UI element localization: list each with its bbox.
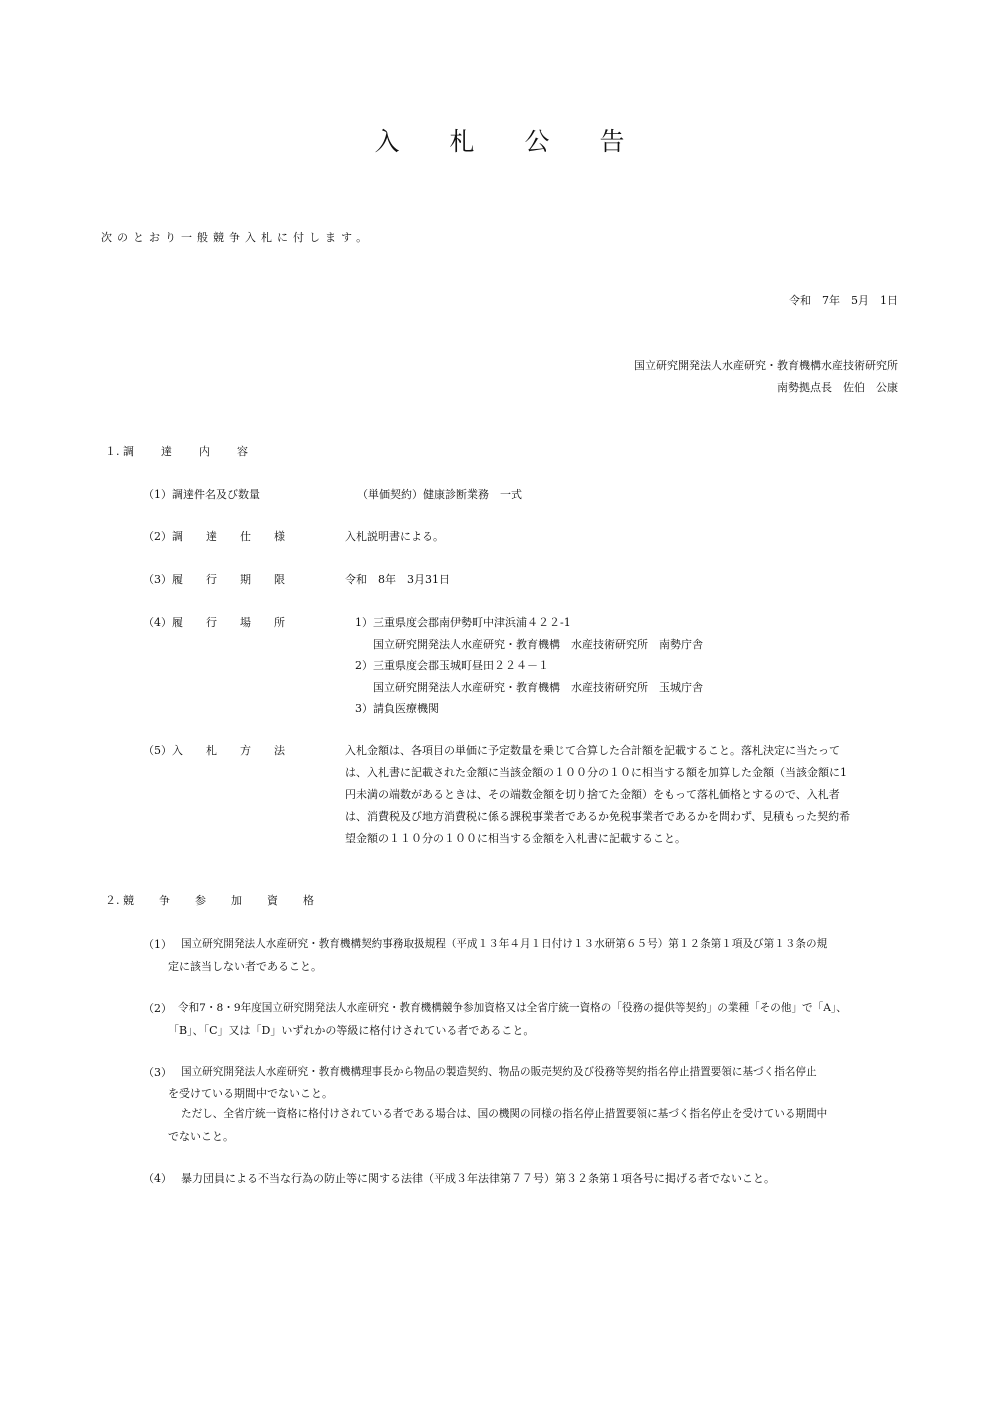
item-label: 入 札 方 法: [172, 744, 291, 757]
item-1-2: [143, 528, 291, 544]
item-1-5: [143, 742, 291, 758]
item-1-1-value: （単価契約）健康診断業務 一式: [357, 488, 522, 501]
intro-text: 次のとおり一般競争入札に付します。: [101, 231, 373, 244]
place-line: 1）三重県度会郡南伊勢町中津浜浦４２２-1: [355, 616, 571, 629]
item-2-2-line: 令和7・8・9年度国立研究開発法人水産研究・教育機構競争参加資格又は全省庁統一資格の「役務の提供等契約」の業種「その他」で「A」、: [178, 1002, 847, 1014]
method-line: は、消費税及び地方消費税に係る課税事業者であるか免税事業者であるかを問わず、見積もった契約希: [345, 810, 851, 823]
item-1-1: [143, 486, 260, 502]
item-label: 履 行 場 所: [172, 616, 291, 629]
section2-title: 競 争 参 加 資 格: [123, 894, 321, 907]
item-1-2-value: 入札説明書による。: [345, 530, 444, 543]
section1-heading: [105, 443, 256, 459]
item-label: 履 行 期 限: [172, 573, 291, 586]
item-2-3-line: を受けている期間中でないこと。: [168, 1087, 333, 1100]
item-1-4: [143, 614, 291, 630]
item-2-4-number: （4）: [143, 1172, 172, 1185]
place-line: 国立研究開発法人水産研究・教育機構 水産技術研究所 玉城庁舎: [373, 681, 703, 694]
place-line: 3）請負医療機関: [355, 702, 439, 715]
item-label: 調 達 仕 様: [172, 530, 291, 543]
method-line: は、入札書に記載された金額に当該金額の１００分の１０に相当する額を加算した金額（当該金額に1: [345, 766, 847, 779]
item-2-3-line: ただし、全省庁統一資格に格付けされている者である場合は、国の機関の同様の指名停止措置要領に基づく指名停止を受けている期間中: [181, 1108, 828, 1120]
document-title: [0, 122, 999, 158]
issuer-organization: 国立研究開発法人水産研究・教育機構水産技術研究所: [634, 359, 898, 372]
place-line: 2）三重県度会郡玉城町昼田２２４－１: [355, 659, 549, 672]
item-2-2-line: 「B」、「C」又は「D」いずれかの等級に格付けされている者であること。: [168, 1024, 535, 1037]
title-char: 札: [449, 127, 475, 156]
section2-number: ２.: [105, 894, 120, 907]
method-line: 円未満の端数があるときは、その端数金額を切り捨てた金額）をもって落札価格とするので、入札者: [345, 788, 840, 801]
section2-heading: [105, 892, 321, 908]
method-line: 入札金額は、各項目の単価に予定数量を乗じて合算した合計額を記載すること。落札決定に当たって: [345, 744, 840, 757]
item-2-2-number: （2）: [143, 1002, 172, 1015]
item-1-3: [143, 571, 291, 587]
item-2-3-line: 国立研究開発法人水産研究・教育機構理事長から物品の製造契約、物品の販売契約及び役務等契約指名停止措置要領に基づく指名停止: [181, 1066, 817, 1078]
item-number: （3）: [143, 573, 172, 586]
title-char: 告: [599, 127, 625, 156]
item-2-3-number: （3）: [143, 1066, 172, 1079]
item-number: （2）: [143, 530, 172, 543]
item-number: （4）: [143, 616, 172, 629]
item-2-4-line: 暴力団員による不当な行為の防止等に関する法律（平成３年法律第７７号）第３２条第１項各号に掲げる者でないこと。: [181, 1172, 775, 1185]
place-line: 国立研究開発法人水産研究・教育機構 水産技術研究所 南勢庁舎: [373, 638, 703, 651]
item-label: 調達件名及び数量: [172, 488, 260, 501]
item-2-1-line: 定に該当しない者であること。: [168, 960, 322, 973]
title-char: 公: [524, 127, 550, 156]
issuer-person: 南勢拠点長 佐伯 公康: [777, 381, 898, 394]
method-line: 望金額の１１０分の１００に相当する金額を入札書に記載すること。: [345, 832, 686, 845]
item-number: （5）: [143, 744, 172, 757]
section1-title: 調 達 内 容: [123, 445, 256, 458]
section1-number: １.: [105, 445, 120, 458]
title-char: 入: [374, 127, 400, 156]
item-number: （1）: [143, 488, 172, 501]
item-2-3-line: でないこと。: [168, 1130, 234, 1143]
item-2-1-number: （1）: [143, 938, 172, 951]
item-2-1-line: 国立研究開発法人水産研究・教育機構契約事務取扱規程（平成１３年４月１日付け１３水研第６５号）第１２条第１項及び第１３条の規: [181, 938, 828, 950]
item-1-3-value: 令和 8年 3月31日: [345, 573, 450, 586]
notice-date: 令和 7年 5月 1日: [789, 294, 898, 307]
